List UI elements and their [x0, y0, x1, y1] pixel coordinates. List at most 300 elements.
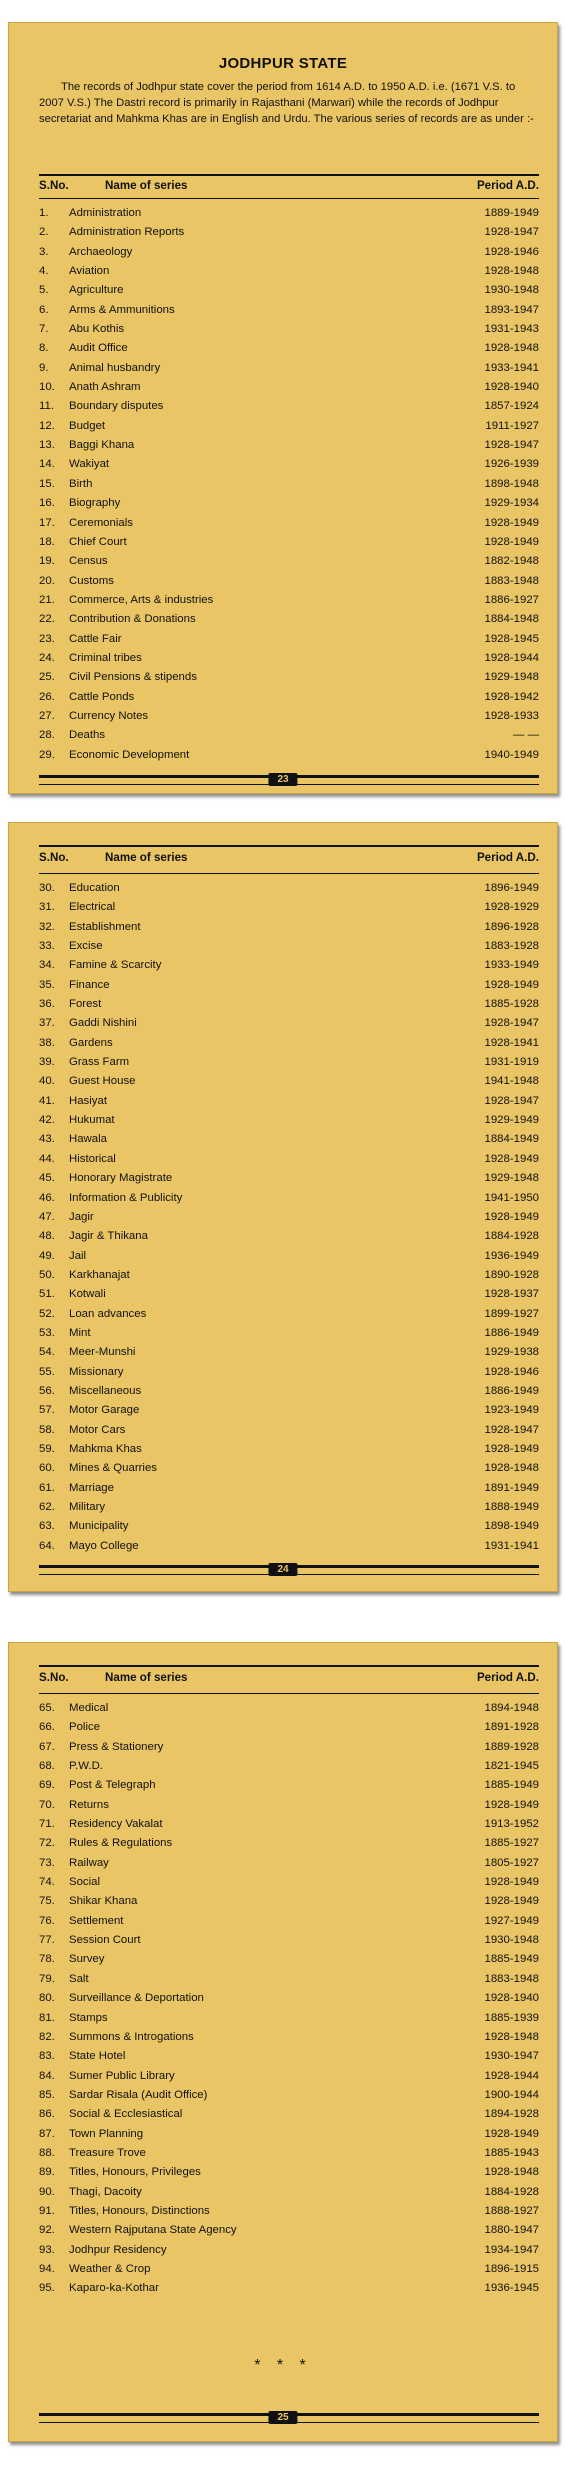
series-number: 22.: [39, 613, 55, 626]
series-number: 87.: [39, 2127, 55, 2140]
series-number: 33.: [39, 940, 55, 953]
series-period: 1821-1945: [484, 1760, 539, 1773]
table-row: [39, 1537, 539, 1556]
series-number: 92.: [39, 2224, 55, 2237]
series-period: 1941-1948: [484, 1075, 539, 1088]
series-period: 1931-1941: [484, 1539, 539, 1552]
series-number: 31.: [39, 901, 55, 914]
series-period: 1928-1949: [484, 2127, 539, 2140]
table-header: [39, 851, 539, 869]
table-row: [39, 2028, 539, 2047]
table-row: [39, 1950, 539, 1969]
page-23: [8, 22, 558, 794]
series-name: Chief Court: [69, 535, 127, 548]
series-period: 1928-1929: [484, 901, 539, 914]
series-period: 1928-1947: [484, 439, 539, 452]
series-name: State Hotel: [69, 2050, 126, 2063]
series-name: Salt: [69, 1972, 89, 1985]
series-period: 1928-1944: [484, 651, 539, 664]
series-period: 1883-1948: [484, 1972, 539, 1985]
table-row: [39, 572, 539, 591]
series-period: 1928-1941: [484, 1036, 539, 1049]
table-row: [39, 281, 539, 300]
series-name: Gaddi Nishini: [69, 1017, 137, 1030]
series-number: 15.: [39, 477, 55, 490]
series-number: 65.: [39, 1702, 55, 1714]
series-name: Karkhanajat: [69, 1268, 130, 1281]
series-period: 1898-1949: [484, 1520, 539, 1533]
series-number: 51.: [39, 1288, 55, 1301]
table-row: [39, 1305, 539, 1324]
series-number: 38.: [39, 1036, 55, 1049]
series-number: 40.: [39, 1075, 55, 1088]
table-row: [39, 2086, 539, 2105]
table-row: [39, 2202, 539, 2221]
table-row: [39, 1285, 539, 1304]
series-name: Historical: [69, 1152, 116, 1165]
table-row: [39, 879, 539, 898]
series-number: 13.: [39, 439, 55, 452]
series-period: 1930-1947: [484, 2050, 539, 2063]
series-name: Mint: [69, 1326, 91, 1339]
table-row: [39, 2221, 539, 2240]
series-number: 44.: [39, 1152, 55, 1165]
series-name: Contribution & Donations: [69, 613, 196, 626]
series-number: 67.: [39, 1740, 55, 1753]
series-number: 48.: [39, 1230, 55, 1243]
table-row: [39, 1931, 539, 1950]
series-period: 1896-1928: [484, 920, 539, 933]
table-row: [39, 1970, 539, 1989]
series-name: Summons & Introgations: [69, 2030, 194, 2043]
series-period: 1928-1949: [484, 1210, 539, 1223]
series-number: 42.: [39, 1114, 55, 1127]
table-row: [39, 956, 539, 975]
series-number: 91.: [39, 2204, 55, 2217]
series-period: 1896-1949: [484, 882, 539, 894]
header-rule-bottom: [39, 873, 539, 874]
series-period: 1884-1928: [484, 2185, 539, 2198]
series-number: 59.: [39, 1442, 55, 1455]
table-row: [39, 1111, 539, 1130]
page-24: [8, 822, 558, 1592]
series-period: 1929-1948: [484, 671, 539, 684]
series-number: 45.: [39, 1172, 55, 1185]
table-row: [39, 475, 539, 494]
series-period: 1928-1948: [484, 265, 539, 278]
series-number: 95.: [39, 2282, 55, 2295]
series-period: 1926-1939: [484, 458, 539, 471]
table-row: [39, 1130, 539, 1149]
series-number: 24.: [39, 651, 55, 664]
series-name: Social: [69, 1876, 101, 1889]
series-name: Session Court: [69, 1934, 141, 1947]
series-period: 1928-1946: [484, 245, 539, 258]
series-name: Cattle Ponds: [69, 690, 135, 703]
series-number: 10.: [39, 381, 55, 394]
series-number: 30.: [39, 882, 55, 894]
series-period: 1928-1949: [484, 1798, 539, 1811]
series-name: P.W.D.: [69, 1760, 103, 1773]
series-period: 1891-1928: [484, 1721, 539, 1734]
header-rule-bottom: [39, 1693, 539, 1694]
series-number: 14.: [39, 458, 55, 471]
series-number: 26.: [39, 690, 55, 703]
series-name: Birth: [69, 477, 93, 490]
series-name: Commerce, Arts & industries: [69, 593, 214, 606]
series-period: 1886-1949: [484, 1384, 539, 1397]
table-row: [39, 1343, 539, 1362]
series-number: 86.: [39, 2108, 55, 2121]
series-name: Western Rajputana State Agency: [69, 2224, 237, 2237]
table-row: [39, 1757, 539, 1776]
series-period: 1899-1927: [484, 1307, 539, 1320]
table-row: [39, 2047, 539, 2066]
table-row: [39, 1401, 539, 1420]
series-number: 55.: [39, 1365, 55, 1378]
series-period: 1928-1937: [484, 1288, 539, 1301]
series-period: 1928-1947: [484, 1094, 539, 1107]
series-period: 1928-1944: [484, 2069, 539, 2082]
series-period: 1928-1940: [484, 381, 539, 394]
series-number: 32.: [39, 920, 55, 933]
table-row: [39, 918, 539, 937]
header-sno: S.No.: [39, 179, 69, 192]
series-number: 70.: [39, 1798, 55, 1811]
table-row: [39, 1738, 539, 1757]
series-number: 2.: [39, 226, 49, 239]
series-name: Motor Garage: [69, 1404, 140, 1417]
series-number: 34.: [39, 959, 55, 972]
series-period: 1927-1949: [484, 1914, 539, 1927]
series-name: Agriculture: [69, 284, 124, 297]
series-period: 1928-1948: [484, 1462, 539, 1475]
series-name: Grass Farm: [69, 1056, 130, 1069]
series-name: Forest: [69, 998, 102, 1011]
end-stars: * * *: [254, 2357, 312, 2374]
header-sno: S.No.: [39, 1671, 69, 1684]
series-period: 1896-1915: [484, 2262, 539, 2275]
table-row: [39, 630, 539, 649]
table-row: [39, 995, 539, 1014]
series-name: Settlement: [69, 1914, 124, 1927]
series-period: 1928-1949: [484, 1152, 539, 1165]
table-row: [39, 2105, 539, 2124]
table-row: [39, 1479, 539, 1498]
series-name: Aviation: [69, 265, 110, 278]
series-number: 35.: [39, 978, 55, 991]
series-number: 16.: [39, 497, 55, 510]
series-period: 1886-1927: [484, 593, 539, 606]
table-row: [39, 1014, 539, 1033]
series-name: Budget: [69, 419, 106, 432]
series-name: Administration: [69, 207, 142, 219]
series-name: Surveillance & Deportation: [69, 1992, 204, 2005]
series-period: 1928-1946: [484, 1365, 539, 1378]
series-number: 19.: [39, 555, 55, 568]
table-row: [39, 262, 539, 281]
series-name: Famine & Scarcity: [69, 959, 162, 972]
table-row: [39, 243, 539, 262]
series-name: Finance: [69, 978, 110, 991]
series-number: 49.: [39, 1249, 55, 1262]
series-period: 1928-1942: [484, 690, 539, 703]
series-number: 90.: [39, 2185, 55, 2198]
series-period: 1883-1928: [484, 940, 539, 953]
series-period: 1900-1944: [484, 2088, 539, 2101]
series-period: 1890-1928: [484, 1268, 539, 1281]
series-period: 1888-1949: [484, 1501, 539, 1513]
table-row: [39, 1363, 539, 1382]
series-name: Audit Office: [69, 342, 128, 355]
series-number: 50.: [39, 1268, 55, 1281]
series-number: 84.: [39, 2069, 55, 2082]
series-name: Sardar Risala (Audit Office): [69, 2088, 208, 2101]
series-number: 74.: [39, 1876, 55, 1889]
series-name: Anath Ashram: [69, 381, 141, 394]
header-name: Name of series: [105, 851, 188, 864]
series-period: 1898-1948: [484, 477, 539, 490]
table-row: [39, 378, 539, 397]
table-row: [39, 668, 539, 687]
series-number: 56.: [39, 1384, 55, 1397]
table-row: [39, 976, 539, 995]
series-period: 1929-1949: [484, 1114, 539, 1127]
series-period: 1883-1948: [484, 574, 539, 587]
table-row: [39, 1440, 539, 1459]
series-name: Baggi Khana: [69, 439, 135, 452]
table-row: [39, 359, 539, 378]
series-name: Education: [69, 882, 120, 894]
series-period: 1885-1939: [484, 2011, 539, 2024]
series-number: 43.: [39, 1133, 55, 1146]
series-name: Customs: [69, 574, 114, 587]
table-row: [39, 1266, 539, 1285]
series-name: Ceremonials: [69, 516, 133, 529]
series-period: 1928-1933: [484, 709, 539, 722]
series-name: Survey: [69, 1953, 105, 1966]
series-name: Establishment: [69, 920, 141, 933]
series-number: 77.: [39, 1934, 55, 1947]
series-name: Mayo College: [69, 1539, 139, 1552]
series-number: 46.: [39, 1191, 55, 1204]
series-name: Boundary disputes: [69, 400, 164, 413]
series-name: Mines & Quarries: [69, 1462, 157, 1475]
header-rule-top: [39, 1665, 539, 1667]
series-number: 72.: [39, 1837, 55, 1850]
series-number: 66.: [39, 1721, 55, 1734]
series-name: Military: [69, 1501, 106, 1513]
series-period: 1936-1949: [484, 1249, 539, 1262]
series-period: 1928-1949: [484, 1895, 539, 1908]
header-sno: S.No.: [39, 851, 69, 864]
header-period: Period A.D.: [476, 179, 539, 192]
table-row: [39, 726, 539, 745]
series-number: 6.: [39, 303, 49, 316]
series-name: Jagir: [69, 1210, 94, 1223]
series-period: 1885-1943: [484, 2146, 539, 2159]
table-row: [39, 1247, 539, 1266]
series-period: 1928-1947: [484, 1423, 539, 1436]
series-number: 88.: [39, 2146, 55, 2159]
series-number: 61.: [39, 1481, 55, 1494]
series-number: 54.: [39, 1346, 55, 1359]
table-row: [39, 1796, 539, 1815]
series-period: 1928-1948: [484, 342, 539, 355]
series-period: 1928-1945: [484, 632, 539, 645]
table-row: [39, 1854, 539, 1873]
series-number: 11.: [39, 400, 54, 413]
series-number: 81.: [39, 2011, 55, 2024]
table-row: [39, 1382, 539, 1401]
series-name: Civil Pensions & stipends: [69, 671, 197, 684]
series-period: 1928-1949: [484, 1442, 539, 1455]
series-number: 12.: [39, 419, 55, 432]
series-name: Economic Development: [69, 748, 190, 761]
series-number: 62.: [39, 1501, 55, 1513]
table-row: [39, 1169, 539, 1188]
series-name: Rules & Regulations: [69, 1837, 173, 1850]
series-name: Shikar Khana: [69, 1895, 138, 1908]
series-number: 89.: [39, 2166, 55, 2179]
table-row: [39, 1324, 539, 1343]
series-number: 78.: [39, 1953, 55, 1966]
page-number: 25: [268, 2411, 297, 2424]
header-rule-top: [39, 174, 539, 176]
series-period: 1928-1949: [484, 516, 539, 529]
series-period: 1884-1948: [484, 613, 539, 626]
header-rule-bottom: [39, 198, 539, 199]
series-name: Missionary: [69, 1365, 124, 1378]
series-period: 1928-1947: [484, 226, 539, 239]
series-number: 20.: [39, 574, 55, 587]
series-name: Hasiyat: [69, 1094, 107, 1107]
series-number: 83.: [39, 2050, 55, 2063]
table-row: [39, 1718, 539, 1737]
series-period: 1928-1949: [484, 978, 539, 991]
table-row: [39, 1034, 539, 1053]
series-period: 1889-1928: [484, 1740, 539, 1753]
series-period: 1880-1947: [484, 2224, 539, 2237]
series-name: Motor Cars: [69, 1423, 126, 1436]
series-name: Stamps: [69, 2011, 108, 2024]
table-row: [39, 2125, 539, 2144]
series-name: Treasure Trove: [69, 2146, 146, 2159]
table-row: [39, 2144, 539, 2163]
series-name: Titles, Honours, Privileges: [69, 2166, 201, 2179]
series-period: 1928-1940: [484, 1992, 539, 2005]
table-row: [39, 1208, 539, 1227]
series-number: 94.: [39, 2262, 55, 2275]
series-period: 1928-1949: [484, 535, 539, 548]
table-row: [39, 1053, 539, 1072]
series-number: 3.: [39, 245, 49, 258]
series-name: Hukumat: [69, 1114, 115, 1127]
series-name: Town Planning: [69, 2127, 144, 2140]
series-period: 1928-1949: [484, 1876, 539, 1889]
series-period: 1929-1948: [484, 1172, 539, 1185]
series-number: 5.: [39, 284, 49, 297]
table-row: [39, 2260, 539, 2279]
series-name: Mahkma Khas: [69, 1442, 142, 1455]
series-name: Kotwali: [69, 1288, 106, 1301]
table-row: [39, 2163, 539, 2182]
series-period: 1885-1928: [484, 998, 539, 1011]
series-name: Medical: [69, 1702, 109, 1714]
table-row: [39, 1834, 539, 1853]
series-name: Post & Telegraph: [69, 1779, 156, 1792]
series-number: 52.: [39, 1307, 55, 1320]
series-period: 1929-1938: [484, 1346, 539, 1359]
table-row: [39, 746, 539, 765]
series-period: 1882-1948: [484, 555, 539, 568]
series-period: 1805-1927: [484, 1856, 539, 1869]
series-number: 75.: [39, 1895, 55, 1908]
series-number: 41.: [39, 1094, 55, 1107]
table-row: [39, 1815, 539, 1834]
series-name: Administration Reports: [69, 226, 185, 239]
series-period: 1928-1948: [484, 2030, 539, 2043]
series-period: 1885-1927: [484, 1837, 539, 1850]
series-name: Currency Notes: [69, 709, 149, 722]
table-row: [39, 1498, 539, 1517]
series-period: 1928-1947: [484, 1017, 539, 1030]
series-number: 82.: [39, 2030, 55, 2043]
series-period: 1928-1948: [484, 2166, 539, 2179]
series-period: 1913-1952: [484, 1818, 539, 1831]
page-title: JODHPUR STATE: [218, 55, 348, 72]
series-number: 79.: [39, 1972, 55, 1985]
series-period: 1931-1943: [484, 323, 539, 336]
table-row: [39, 649, 539, 668]
series-number: 85.: [39, 2088, 55, 2101]
series-name: Honorary Magistrate: [69, 1172, 173, 1185]
series-name: Residency Vakalat: [69, 1818, 163, 1831]
series-number: 60.: [39, 1462, 55, 1475]
table-row: [39, 301, 539, 320]
series-number: 53.: [39, 1326, 55, 1339]
series-period: 1933-1949: [484, 959, 539, 972]
series-period: 1886-1949: [484, 1326, 539, 1339]
table-row: [39, 2067, 539, 2086]
table-row: [39, 2009, 539, 2028]
series-period: 1889-1949: [484, 207, 539, 219]
series-name: Press & Stationery: [69, 1740, 164, 1753]
series-period: — —: [513, 729, 539, 742]
series-name: Arms & Ammunitions: [69, 303, 175, 316]
table-row: [39, 417, 539, 436]
table-row: [39, 2279, 539, 2298]
table-row: [39, 514, 539, 533]
series-period: 1930-1948: [484, 1934, 539, 1947]
series-period: 1923-1949: [484, 1404, 539, 1417]
series-number: 64.: [39, 1539, 55, 1552]
series-number: 68.: [39, 1760, 55, 1773]
table-row: [39, 1517, 539, 1536]
table-row: [39, 1072, 539, 1091]
header-name: Name of series: [105, 179, 188, 192]
table-row: [39, 1989, 539, 2008]
table-row: [39, 898, 539, 917]
table-row: [39, 204, 539, 223]
series-number: 80.: [39, 1992, 55, 2005]
series-number: 37.: [39, 1017, 55, 1030]
table-row: [39, 1892, 539, 1911]
series-period: 1884-1928: [484, 1230, 539, 1243]
series-name: Police: [69, 1721, 101, 1734]
series-list: [39, 1699, 539, 2299]
series-number: 28.: [39, 729, 55, 742]
